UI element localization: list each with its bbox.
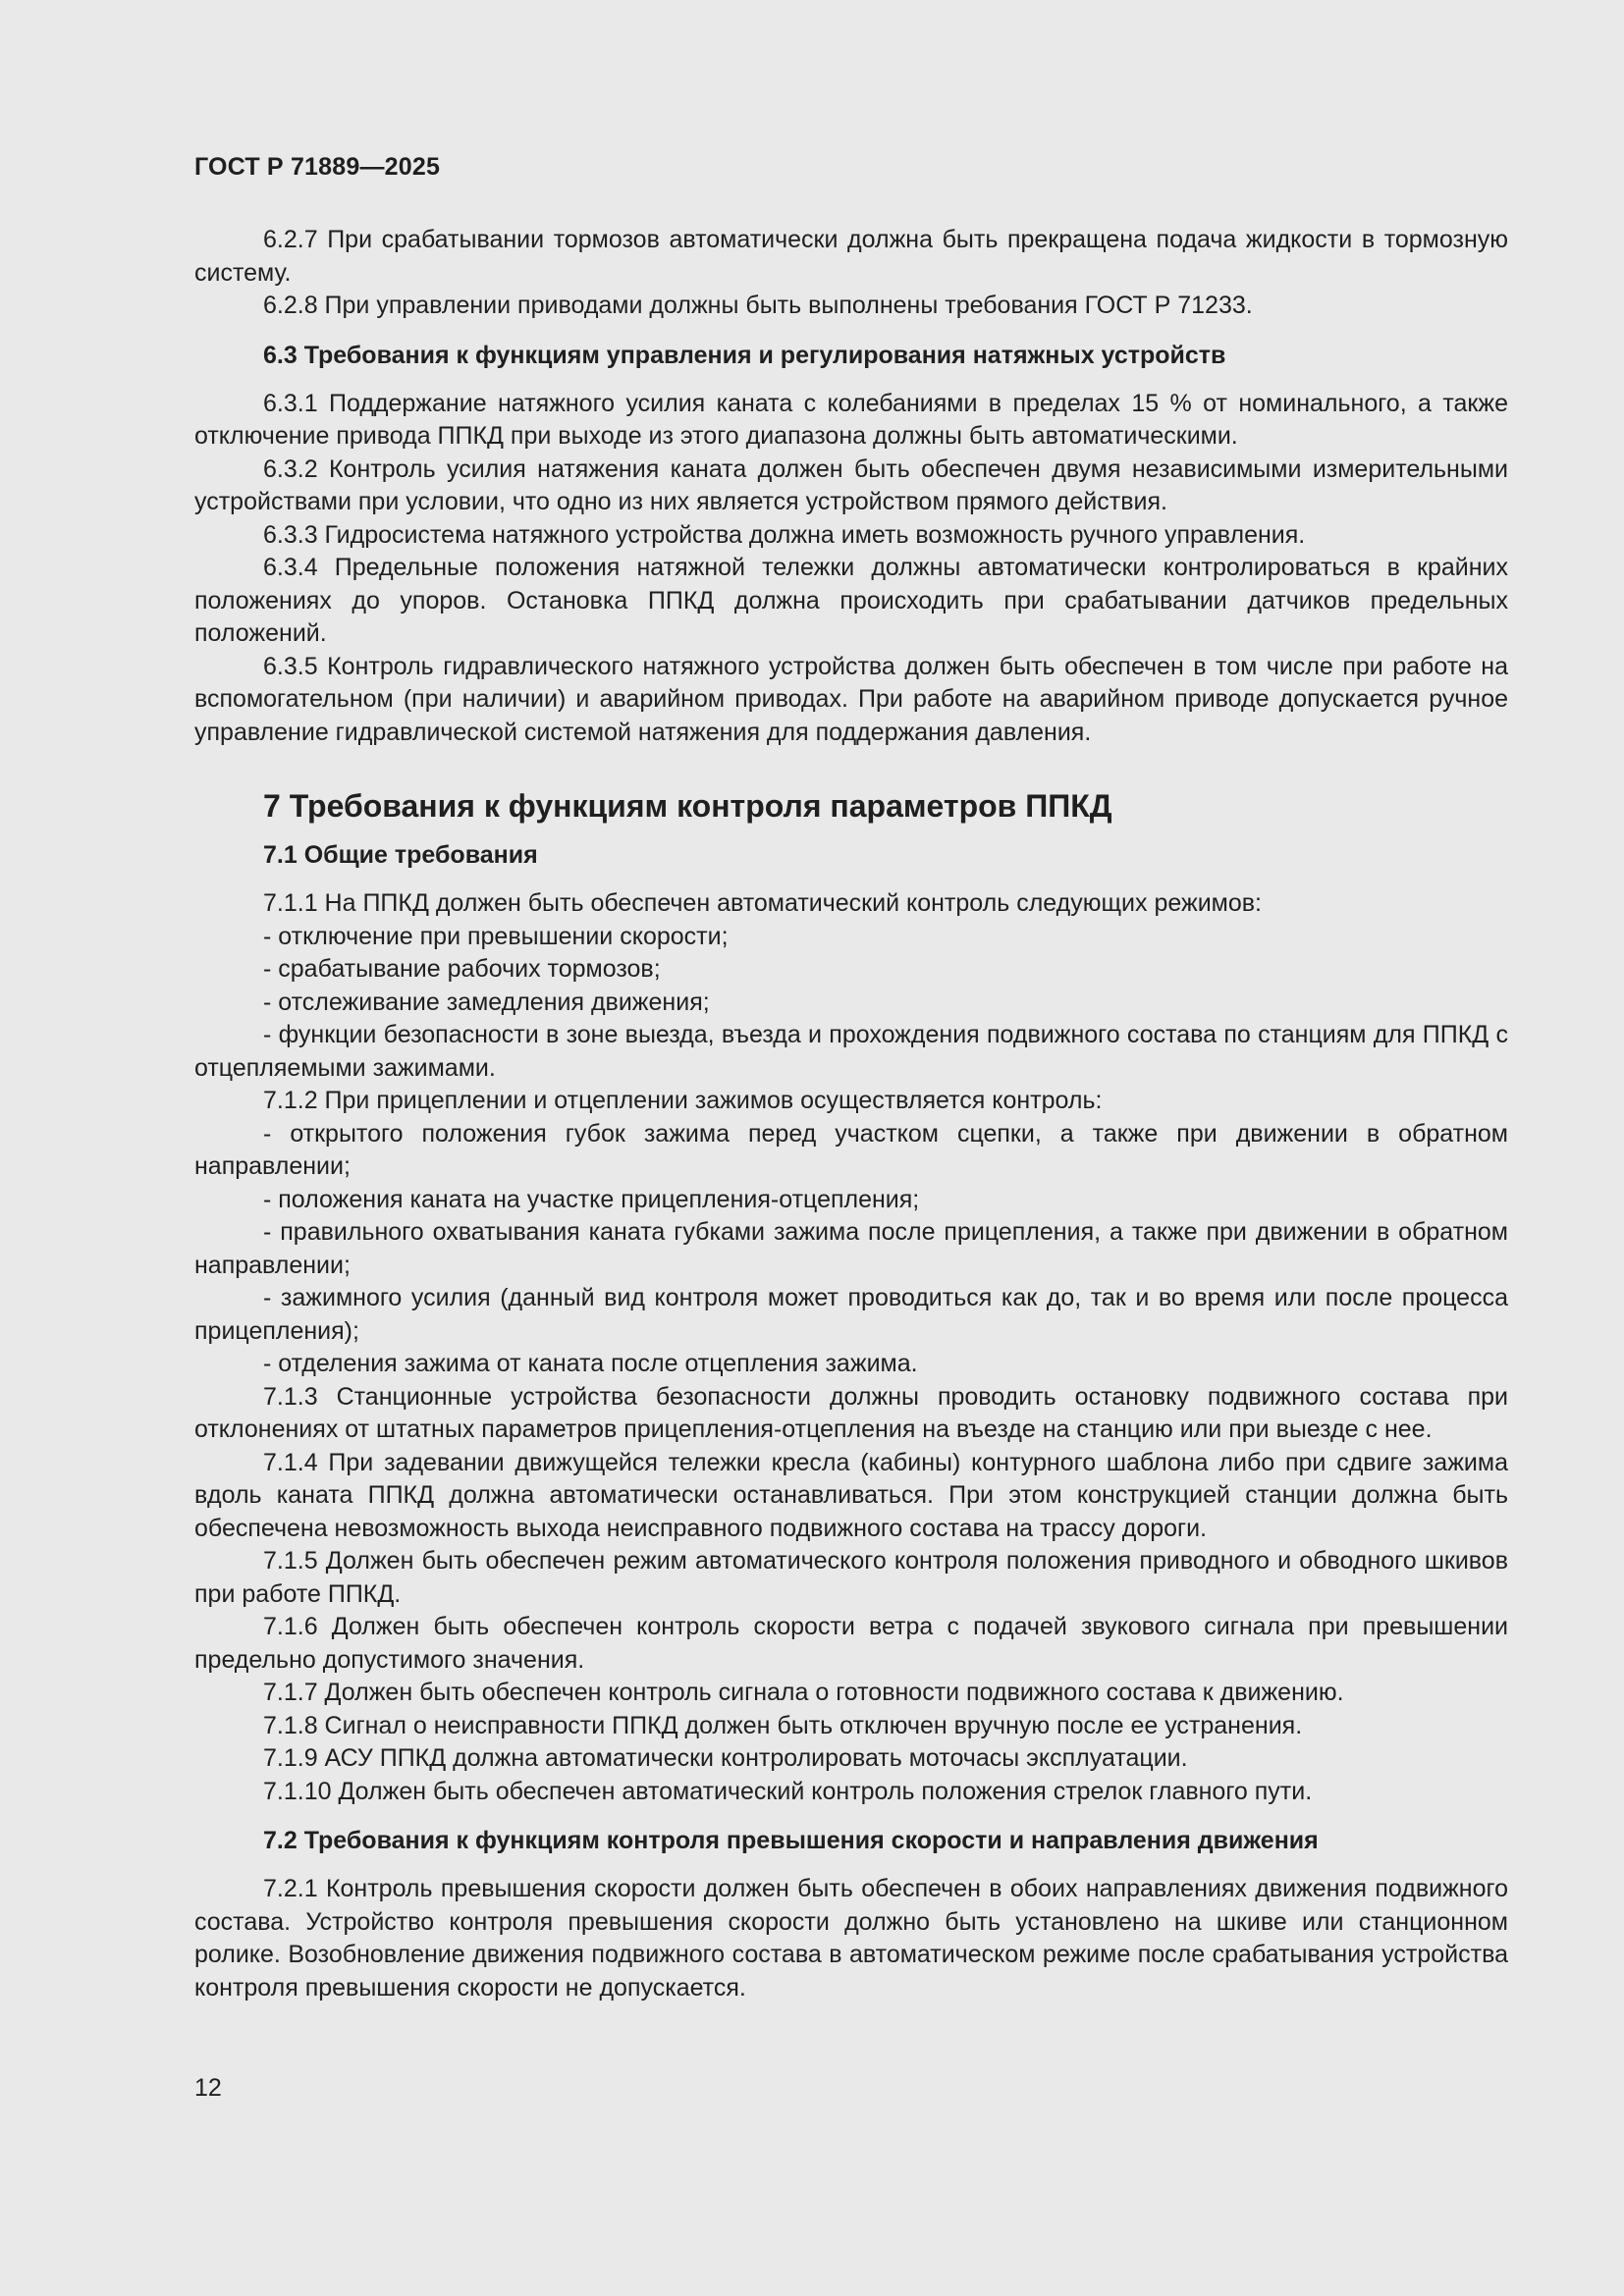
paragraph-7-1-8: 7.1.8 Сигнал о неисправности ППКД должен быть отключен вручную после ее устранения. xyxy=(263,1711,1303,1739)
paragraph-7-2-1: 7.2.1 Контроль превышения скорости должен быть обеспечен в обоих направлениях движения подвижного состава. Устройство контроля превышения скорости должно быть установлено на шкиве или станционном ролике. Возобновление движения подвижного состава в автоматическом режиме после срабатывания устройства контроля превышения скорости не допускается. xyxy=(194,1875,1508,2002)
list-item: - открытого положения губок зажима перед участком сцепки, а также при движении в обратном направлении; xyxy=(194,1119,1508,1180)
list-item: - положения каната на участке прицепления-отцепления; xyxy=(263,1185,920,1213)
paragraph-6-3-5: 6.3.5 Контроль гидравлического натяжного устройства должен быть обеспечен в том числе при работе на вспомогательном (при наличии) и аварийном приводах. При работе на аварийном приводе допускается ручное управление гидравлической системой натяжения для поддержания давления. xyxy=(194,652,1508,746)
list-item: - правильного охватывания каната губками зажима после прицепления, а также при движении в обратном направлении; xyxy=(194,1218,1508,1279)
list-item: - зажимного усилия (данный вид контроля может проводиться как до, так и во время или после процесса прицепления); xyxy=(194,1284,1508,1345)
paragraph-7-1-2: 7.1.2 При прицеплении и отцеплении зажимов осуществляется контроль: xyxy=(263,1087,1103,1114)
paragraph-6-3-3: 6.3.3 Гидросистема натяжного устройства должна иметь возможность ручного управления. xyxy=(263,520,1306,549)
paragraph-7-1-1: 7.1.1 На ППКД должен быть обеспечен автоматический контроль следующих режимов: xyxy=(263,889,1262,917)
paragraph-6-3-2: 6.3.2 Контроль усилия натяжения каната должен быть обеспечен двумя независимыми измерительными устройствами при условии, что одно из них является устройством прямого действия. xyxy=(194,454,1508,515)
list-item: - отключение при превышении скорости; xyxy=(263,922,729,950)
document-header: ГОСТ Р 71889—2025 xyxy=(194,153,441,181)
paragraph-7-1-9: 7.1.9 АСУ ППКД должна автоматически контролировать моточасы эксплуатации. xyxy=(263,1744,1188,1772)
paragraph-6-2-8: 6.2.8 При управлении приводами должны быть выполнены требования ГОСТ Р 71233. xyxy=(263,292,1253,319)
paragraph-7-1-6: 7.1.6 Должен быть обеспечен контроль скорости ветра с подачей звукового сигнала при превышении предельно допустимого значения. xyxy=(194,1613,1508,1674)
paragraph-7-1-10: 7.1.10 Должен быть обеспечен автоматический контроль положения стрелок главного пути. xyxy=(263,1777,1313,1805)
section-heading-7: 7 Требования к функциям контроля параметров ППКД xyxy=(263,788,1112,824)
paragraph-7-1-5: 7.1.5 Должен быть обеспечен режим автоматического контроля положения приводного и обводного шкивов при работе ППКД. xyxy=(194,1547,1508,1608)
list-item: - отделения зажима от каната после отцепления зажима. xyxy=(263,1350,918,1377)
subsection-heading-7-2: 7.2 Требования к функциям контроля превышения скорости и направления движения xyxy=(263,1827,1319,1854)
paragraph-6-2-7: 6.2.7 При срабатывании тормозов автоматически должна быть прекращена подача жидкости в тормозную систему. xyxy=(194,226,1508,287)
list-item: - срабатывание рабочих тормозов; xyxy=(263,955,661,983)
paragraph-7-1-3: 7.1.3 Станционные устройства безопасности должны проводить остановку подвижного состава при отклонениях от штатных параметров прицепления-отцепления на въезде на станцию или при выезде с нее. xyxy=(194,1382,1508,1443)
paragraph-7-1-4: 7.1.4 При задевании движущейся тележки кресла (кабины) контурного шаблона либо при сдвиге зажима вдоль каната ППКД должна автоматически останавливаться. При этом конструкцией станции должна быть обеспечена невозможность выхода неисправного подвижного состава на трассу дороги. xyxy=(194,1448,1508,1542)
paragraph-7-1-7: 7.1.7 Должен быть обеспечен контроль сигнала о готовности подвижного состава к движению. xyxy=(263,1679,1344,1706)
subsection-heading-7-1: 7.1 Общие требования xyxy=(263,841,538,869)
subsection-heading-6-3: 6.3 Требования к функциям управления и регулирования натяжных устройств xyxy=(263,341,1226,369)
list-item: - отслеживание замедления движения; xyxy=(263,988,710,1016)
paragraph-6-3-1: 6.3.1 Поддержание натяжного усилия каната с колебаниями в пределах 15 % от номинального, а также отключение привода ППКД при выходе из этого диапазона должны быть автоматическими. xyxy=(194,389,1508,450)
document-body xyxy=(194,224,1508,2004)
list-item: - функции безопасности в зоне выезда, въезда и прохождения подвижного состава по станциям для ППКД с отцепляемыми зажимами. xyxy=(194,1021,1508,1082)
paragraph-6-3-4: 6.3.4 Предельные положения натяжной тележки должны автоматически контролироваться в крайних положениях до упоров. Остановка ППКД должна происходить при срабатывании датчиков предельных положений. xyxy=(194,554,1508,647)
page-number: 12 xyxy=(194,2074,222,2102)
